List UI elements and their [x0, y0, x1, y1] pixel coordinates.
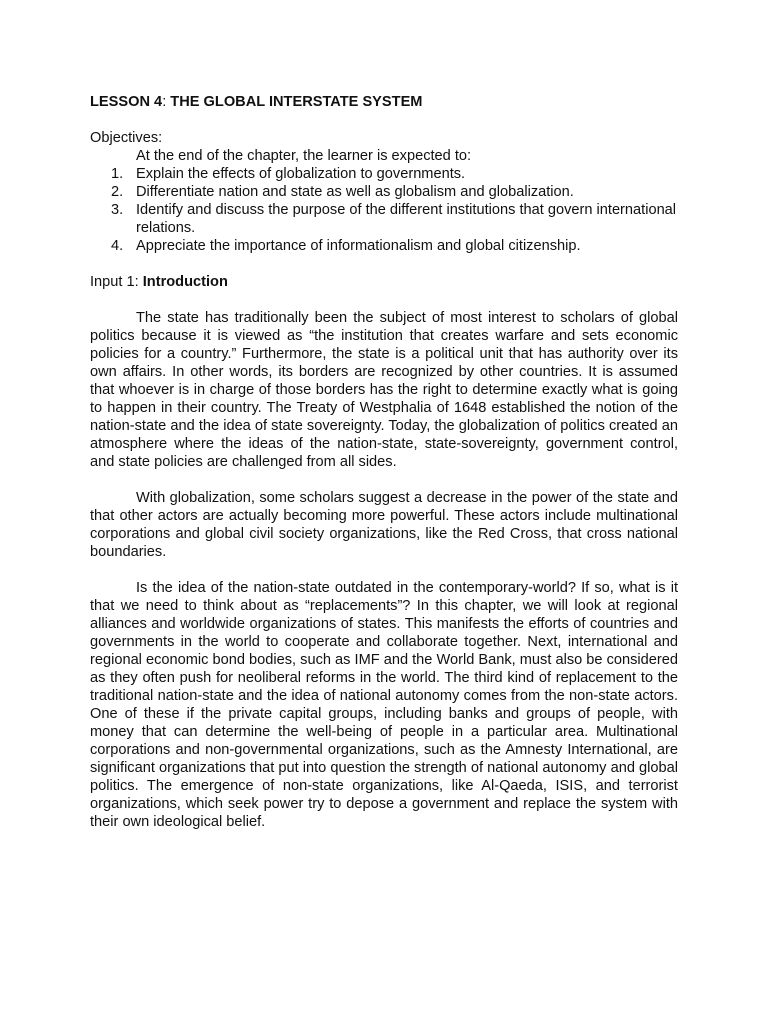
input-label: Input 1: — [90, 274, 143, 290]
list-item-number: 4. — [111, 238, 124, 254]
paragraph-1: The state has traditionally been the subject of most interest to scholars of global politics because it is viewed as “the institution that creates warfare and sets economic policies for a country.” Furthermore, the state is a political unit that has authority over its own affairs. In other words, its borders are recognized by other countries. It is assumed that whoever is in charge of those borders has the right to determine exactly what is going to happen in their country. The Treaty of Westphalia of 1648 established the notion of the nation-state and the idea of state sovereignty. Today, the globalization of politics created an atmosphere where the ideas of the nation-state, state-sovereignty, government control, and state policies are challenged from all sides. — [90, 310, 678, 470]
paragraph-3: Is the idea of the nation-state outdated in the contemporary-world? If so, what is it that we need to think about as “replacements”? In this chapter, we will look at regional alliances and worldwide organizations of states. This manifests the efforts of countries and governments in the world to cooperate and collaborate together. Next, international and regional economic bond bodies, such as IMF and the World Bank, must also be considered as they often push for neoliberal reforms in the world. The third kind of replacement to the traditional nation-state and the idea of national autonomy comes from the non-state actors. One of these if the private capital groups, including banks and groups of people, with money that can determine the well-being of people in a particular area. Multinational corporations and non-governmental organizations, such as the Amnesty International, are significant organizations that put into question the strength of national autonomy and global politics. The emergence of non-state organizations, like Al-Qaeda, ISIS, and terrorist organizations, which seek power try to depose a government and replace the system with their own ideological belief. — [90, 580, 678, 830]
list-item — [90, 237, 678, 255]
input-heading — [90, 273, 678, 291]
list-item-number: 2. — [111, 184, 124, 200]
lesson-title-colon: : — [162, 94, 167, 110]
objectives-list — [90, 165, 678, 255]
list-item-text: Identify and discuss the purpose of the different institutions that govern international relations. — [136, 202, 677, 236]
lesson-title — [90, 93, 678, 111]
objectives-intro: At the end of the chapter, the learner is expected to: — [136, 148, 472, 164]
document-page — [90, 93, 678, 831]
list-item-number: 1. — [111, 166, 124, 182]
list-item-text: Appreciate the importance of informationalism and global citizenship. — [136, 238, 581, 254]
list-item-text: Explain the effects of globalization to governments. — [136, 166, 466, 182]
list-item — [90, 183, 678, 201]
lesson-title-text: THE GLOBAL INTERSTATE SYSTEM — [166, 94, 423, 110]
list-item — [90, 165, 678, 183]
paragraph-2: With globalization, some scholars suggest a decrease in the power of the state and that other actors are actually becoming more powerful. These actors include multinational corporations and global civil society organizations, like the Red Cross, that cross national boundaries. — [90, 490, 678, 560]
list-item-text: Differentiate nation and state as well as globalism and globalization. — [136, 184, 574, 200]
objectives-heading: Objectives: — [90, 130, 163, 146]
lesson-label: LESSON 4 — [90, 94, 163, 110]
input-title: Introduction — [142, 274, 228, 290]
list-item-number: 3. — [111, 202, 124, 218]
list-item — [90, 201, 678, 237]
